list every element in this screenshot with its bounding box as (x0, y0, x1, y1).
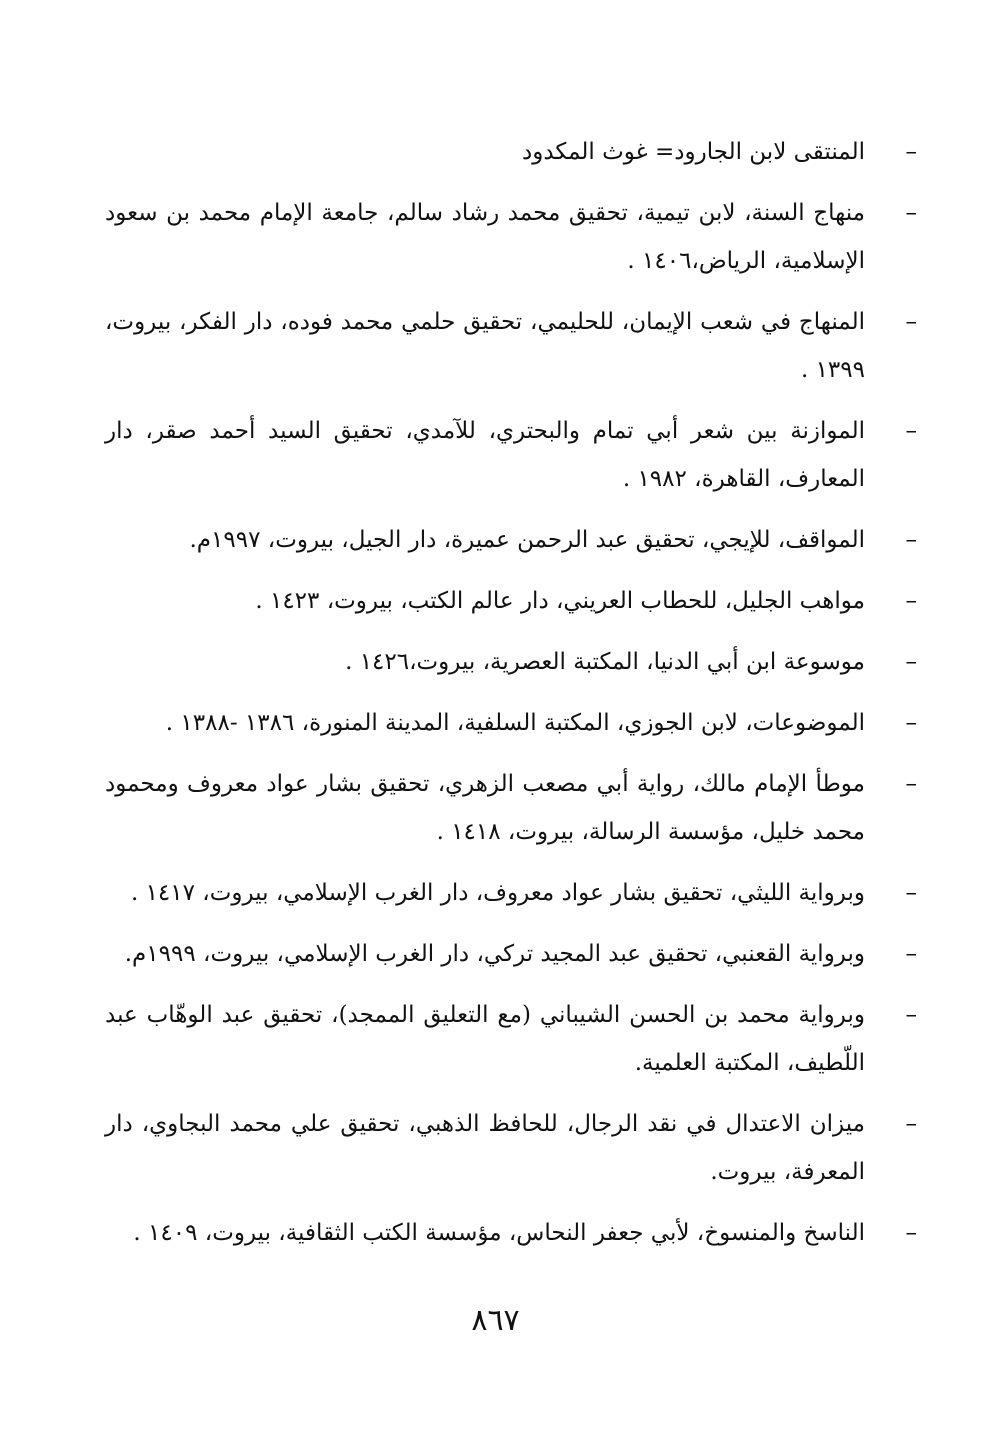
list-dash: – (905, 1220, 917, 1246)
list-dash: – (905, 418, 917, 444)
list-dash: – (905, 588, 917, 614)
entry-text: المنهاج في شعب الإيمان، للحليمي، تحقيق حلمي محمد فوده، دار الفكر، بيروت، ١٣٩٩ . (105, 309, 865, 383)
bibliography-entry (105, 298, 917, 394)
list-dash: – (905, 1002, 917, 1028)
entry-text: منهاج السنة، لابن تيمية، تحقيق محمد رشاد سالم، جامعة الإمام محمد بن سعود الإسلامية، الرياض،١٤٠٦ . (105, 200, 865, 274)
entry-text: المواقف، للإيجي، تحقيق عبد الرحمن عميرة، دار الجيل، بيروت، ١٩٩٧م. (189, 527, 865, 553)
entry-text: وبرواية القعنبي، تحقيق عبد المجيد تركي، دار الغرب الإسلامي، بيروت، ١٩٩٩م. (124, 941, 865, 967)
bibliography-list (105, 128, 917, 1270)
list-dash: – (905, 1111, 917, 1137)
entry-text: موطأ الإمام مالك، رواية أبي مصعب الزهري، تحقيق بشار عواد معروف ومحمود محمد خليل، مؤسسة الرسالة، بيروت، ١٤١٨ . (105, 771, 865, 845)
bibliography-entry (105, 407, 917, 503)
entry-text: الموضوعات، لابن الجوزي، المكتبة السلفية، المدينة المنورة، ١٣٨٦ -١٣٨٨ . (165, 710, 865, 736)
bibliography-entry (105, 638, 917, 686)
bibliography-entry (105, 930, 917, 978)
entry-text: الموازنة بين شعر أبي تمام والبحتري، للآمدي، تحقيق السيد أحمد صقر، دار المعارف، القاهرة، ١٩٨٢ . (105, 418, 865, 492)
list-dash: – (905, 200, 917, 226)
entry-text: المنتقى لابن الجارود= غوث المكدود (521, 139, 865, 165)
bibliography-entry (105, 991, 917, 1087)
list-dash: – (905, 771, 917, 797)
entry-text: موسوعة ابن أبي الدنيا، المكتبة العصرية، بيروت،١٤٢٦ . (345, 649, 865, 675)
entry-text: وبرواية محمد بن الحسن الشيباني (مع التعليق الممجد)، تحقيق عبد الوهّاب عبد اللّطيف، المكتبة العلمية. (105, 1002, 865, 1076)
bibliography-entry (105, 699, 917, 747)
list-dash: – (905, 880, 917, 906)
list-dash: – (905, 649, 917, 675)
list-dash: – (905, 941, 917, 967)
list-dash: – (905, 710, 917, 736)
bibliography-entry (105, 869, 917, 917)
bibliography-entry (105, 516, 917, 564)
bibliography-entry (105, 128, 917, 176)
list-dash: – (905, 527, 917, 553)
bibliography-entry (105, 760, 917, 856)
list-dash: – (905, 309, 917, 335)
entry-text: وبرواية الليثي، تحقيق بشار عواد معروف، دار الغرب الإسلامي، بيروت، ١٤١٧ . (130, 880, 865, 906)
bibliography-entry (105, 577, 917, 625)
entry-text: الناسخ والمنسوخ، لأبي جعفر النحاس، مؤسسة الكتب الثقافية، بيروت، ١٤٠٩ . (133, 1220, 865, 1246)
entry-text: مواهب الجليل، للحطاب العريني، دار عالم الكتب، بيروت، ١٤٢٣ . (255, 588, 865, 614)
bibliography-entry (105, 1100, 917, 1196)
entry-text: ميزان الاعتدال في نقد الرجال، للحافظ الذهبي، تحقيق علي محمد البجاوي، دار المعرفة، بيروت. (105, 1111, 865, 1185)
page-number: ٨٦٧ (471, 1303, 520, 1338)
bibliography-entry (105, 1209, 917, 1257)
bibliography-entry (105, 189, 917, 285)
list-dash: – (905, 139, 917, 165)
